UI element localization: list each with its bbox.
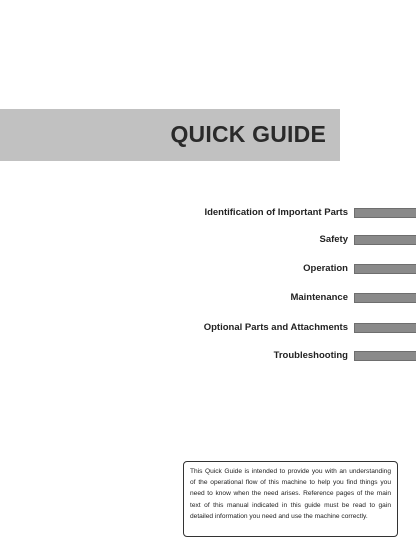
page-title: QUICK GUIDE bbox=[170, 121, 326, 147]
toc-item-label: Troubleshooting bbox=[273, 350, 348, 361]
toc-item-safety[interactable] bbox=[0, 233, 416, 247]
guide-note-text: This Quick Guide is intended to provide you with an understanding of the operational flow of this machine to help you find things you need to know when the need arises. Reference pages of the main text of this manual indicated in this guide must be read to gain detailed information you need and use the machine correctly. bbox=[190, 468, 391, 520]
section-tab bbox=[354, 264, 416, 274]
section-tab bbox=[354, 323, 416, 333]
toc-item-identification[interactable] bbox=[0, 206, 416, 220]
toc-item-label: Operation bbox=[303, 263, 348, 274]
section-tab bbox=[354, 235, 416, 245]
section-tab bbox=[354, 208, 416, 218]
guide-note-box bbox=[183, 461, 398, 537]
section-tab bbox=[354, 293, 416, 303]
toc-item-troubleshooting[interactable] bbox=[0, 349, 416, 363]
toc-item-optional-parts[interactable] bbox=[0, 321, 416, 335]
title-band bbox=[0, 109, 340, 161]
toc-item-operation[interactable] bbox=[0, 262, 416, 276]
section-tab bbox=[354, 351, 416, 361]
toc-item-maintenance[interactable] bbox=[0, 291, 416, 305]
toc-item-label: Optional Parts and Attachments bbox=[203, 322, 348, 333]
toc-item-label: Safety bbox=[319, 234, 348, 245]
toc-item-label: Maintenance bbox=[290, 292, 348, 303]
toc-item-label: Identification of Important Parts bbox=[204, 207, 348, 218]
